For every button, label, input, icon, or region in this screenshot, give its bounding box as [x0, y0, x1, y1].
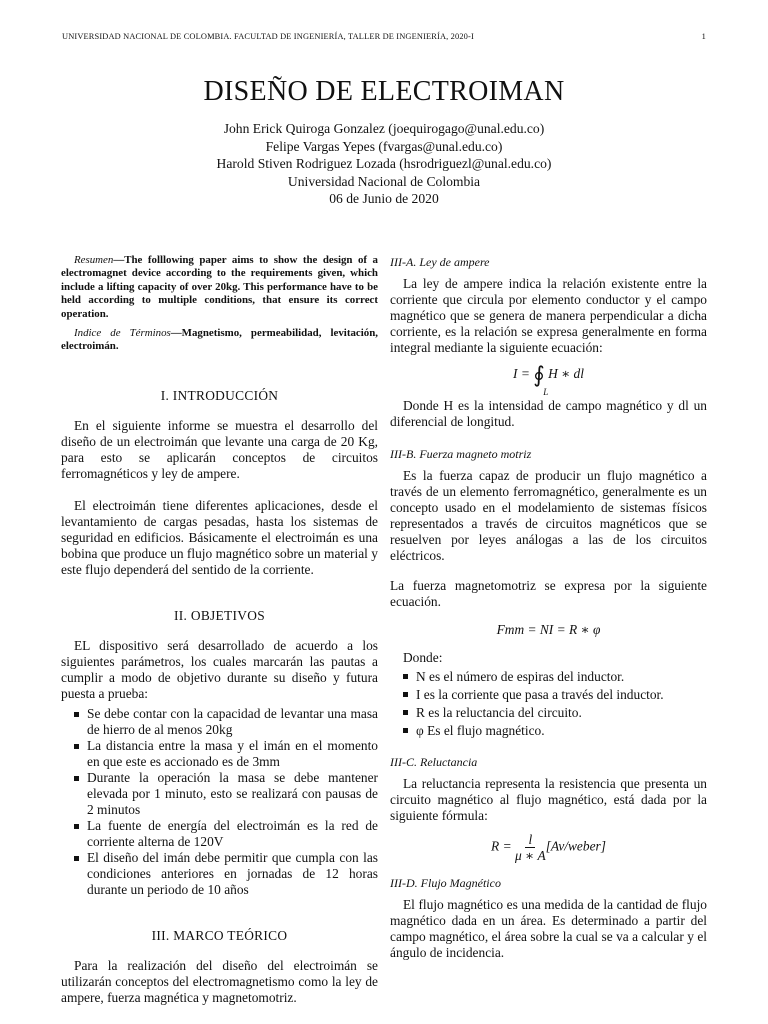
author-line: Felipe Vargas Yepes (fvargas@unal.edu.co): [265, 138, 503, 154]
equation-lhs: I =: [513, 366, 530, 381]
objetivos-list: [61, 706, 378, 898]
section-heading-objetivos: II. OBJETIVOS: [174, 607, 265, 623]
running-header: [62, 32, 706, 41]
subsection-heading-ampere: III-A. Ley de ampere: [390, 255, 490, 269]
equation-lhs: R =: [491, 838, 512, 854]
subsection-heading-flujo: III-D. Flujo Magnético: [390, 876, 501, 890]
section-heading-intro: I. INTRODUCCIÓN: [160, 387, 279, 403]
contour-integral-symbol: ∮ L: [533, 362, 544, 387]
author-line: Harold Stiven Rodriguez Lozada (hsrodriguezl@unal.edu.co): [216, 156, 552, 171]
list-item: I es la corriente que pasa a través del inductor.: [416, 686, 707, 704]
ampere-paragraph-1: La ley de ampere indica la relación existente entre la corriente que circula por elemento conductor y el campo magnético que se genera de manera perpendicular a dicha corriente, es la relación se expresa generalmente en forma integral mediante la siguiente ecuación:: [390, 276, 707, 355]
running-head-text: UNIVERSIDAD NACIONAL DE COLOMBIA. FACULTAD DE INGENIERÍA, TALLER DE INGENIERÍA, 2020-I: [62, 32, 474, 41]
list-item: φ Es el flujo magnético.: [416, 722, 707, 740]
list-item: R es la reluctancia del circuito.: [416, 704, 707, 722]
page-number: 1: [701, 32, 706, 41]
equation-rhs: H ∗ dl: [548, 366, 584, 381]
author-block: [0, 120, 768, 208]
index-terms-label: Indice de Términos: [74, 327, 171, 340]
reluctancia-equation: [390, 832, 707, 863]
subsection-heading-reluctancia: III-C. Reluctancia: [390, 755, 478, 769]
fmm-paragraph-1: Es la fuerza capaz de producir un flujo magnético a través de un elemento ferromagnético, generalmente es un concepto usado en el modelamiento de sistemas físicos representados a través de circuitos magnéticos que se resuelven por leyes análogas a las de los circuitos eléctricos.: [390, 468, 707, 563]
fraction-numerator: l: [525, 832, 535, 848]
abstract-label: Resumen: [74, 254, 114, 266]
reluctancia-paragraph: La reluctancia representa la resistencia que presenta un circuito magnético al flujo magnético, está dada por la siguiente fórmula:: [390, 776, 707, 823]
fmm-list: [390, 668, 707, 740]
marco-paragraph: Para la realización del diseño del electroimán se utilizarán conceptos del electromagnetismo como la ley de ampere, fuerza magnética y magnetomotriz.: [61, 957, 378, 1005]
list-item: La fuente de energía del electroimán es la red de corriente alterna de 120V: [87, 817, 378, 849]
subsection-heading-fmm: III-B. Fuerza magneto motriz: [390, 447, 532, 461]
affiliation: Universidad Nacional de Colombia: [287, 173, 481, 189]
ampere-paragraph-2: Donde H es la intensidad de campo magnético y dl un diferencial de longitud.: [390, 398, 707, 429]
fraction-denominator: μ ∗ A: [514, 848, 546, 863]
list-item: Se debe contar con la capacidad de levantar una masa de hierro de al menos 20kg: [87, 705, 378, 737]
abstract-text: —The folllowing paper aims to show the design of a electromagnet device according to the requirements given, which include a lifting capacity of over 20kg. This performance have to be held according to multiple conditions, that ensure its correct operation.: [61, 254, 378, 320]
section-heading-marco: III. MARCO TEÓRICO: [151, 927, 288, 943]
equation-unit: [Av/weber]: [545, 838, 606, 854]
list-item: El diseño del imán debe permitir que cumpla con las condiciones anteriores en jornadas de 12 horas durante un periodo de 10 años: [87, 849, 378, 897]
flujo-paragraph: El flujo magnético es una medida de la cantidad de flujo magnético dada en un área. Es determinado a partir del campo magnético, el área sobre la cual se va a calcular y el ángulo de incidencia.: [390, 897, 707, 960]
intro-paragraph-1: En el siguiente informe se muestra el desarrollo del diseño de un electroimán que levante una carga de 20 Kg, para esto se aplicarán conceptos de circuitos ferromagnéticos y ley de ampere.: [61, 417, 378, 481]
list-item: Durante la operación la masa se debe mantener elevada por 1 minuto, esto se realizará con pausas de 2 minutos: [87, 769, 378, 817]
ampere-equation: [390, 361, 707, 397]
fraction: [515, 832, 546, 863]
intro-paragraph-2: El electroimán tiene diferentes aplicaciones, desde el levantamiento de cargas pesadas, hasta los sistemas de seguridad en edificios. Básicamente el electroimán es una bobina que produce un flujo magnético sobre un material y este flujo dependerá del sentido de la corriente.: [61, 497, 378, 577]
donde-label: Donde:: [403, 650, 443, 665]
objetivos-paragraph: EL dispositivo será desarrollado de acuerdo a los siguientes parámetros, los cuales marcarán las pautas a cumplir a modo de objetivo durante su diseño y futura puesta a prueba:: [61, 637, 378, 701]
list-item: La distancia entre la masa y el imán en el momento en que este es accionado es de 3mm: [87, 737, 378, 769]
author-line: John Erick Quiroga Gonzalez (joequirogago@unal.edu.co): [223, 121, 545, 136]
index-terms-text: —Magnetismo, permeabilidad, levitación, electroimán.: [61, 327, 378, 353]
right-column: [390, 254, 707, 961]
list-item: N es el número de espiras del inductor.: [416, 668, 707, 686]
fmm-paragraph-2: La fuerza magnetomotriz se expresa por la siguiente ecuación.: [390, 578, 707, 609]
fmm-equation: Fmm = NI = R ∗ φ: [496, 622, 601, 637]
paper-title: DISEÑO DE ELECTROIMAN: [203, 76, 565, 107]
date: 06 de Junio de 2020: [329, 191, 439, 206]
left-column: [61, 254, 378, 1006]
abstract: [61, 254, 378, 354]
integral-subscript: L: [543, 386, 549, 397]
